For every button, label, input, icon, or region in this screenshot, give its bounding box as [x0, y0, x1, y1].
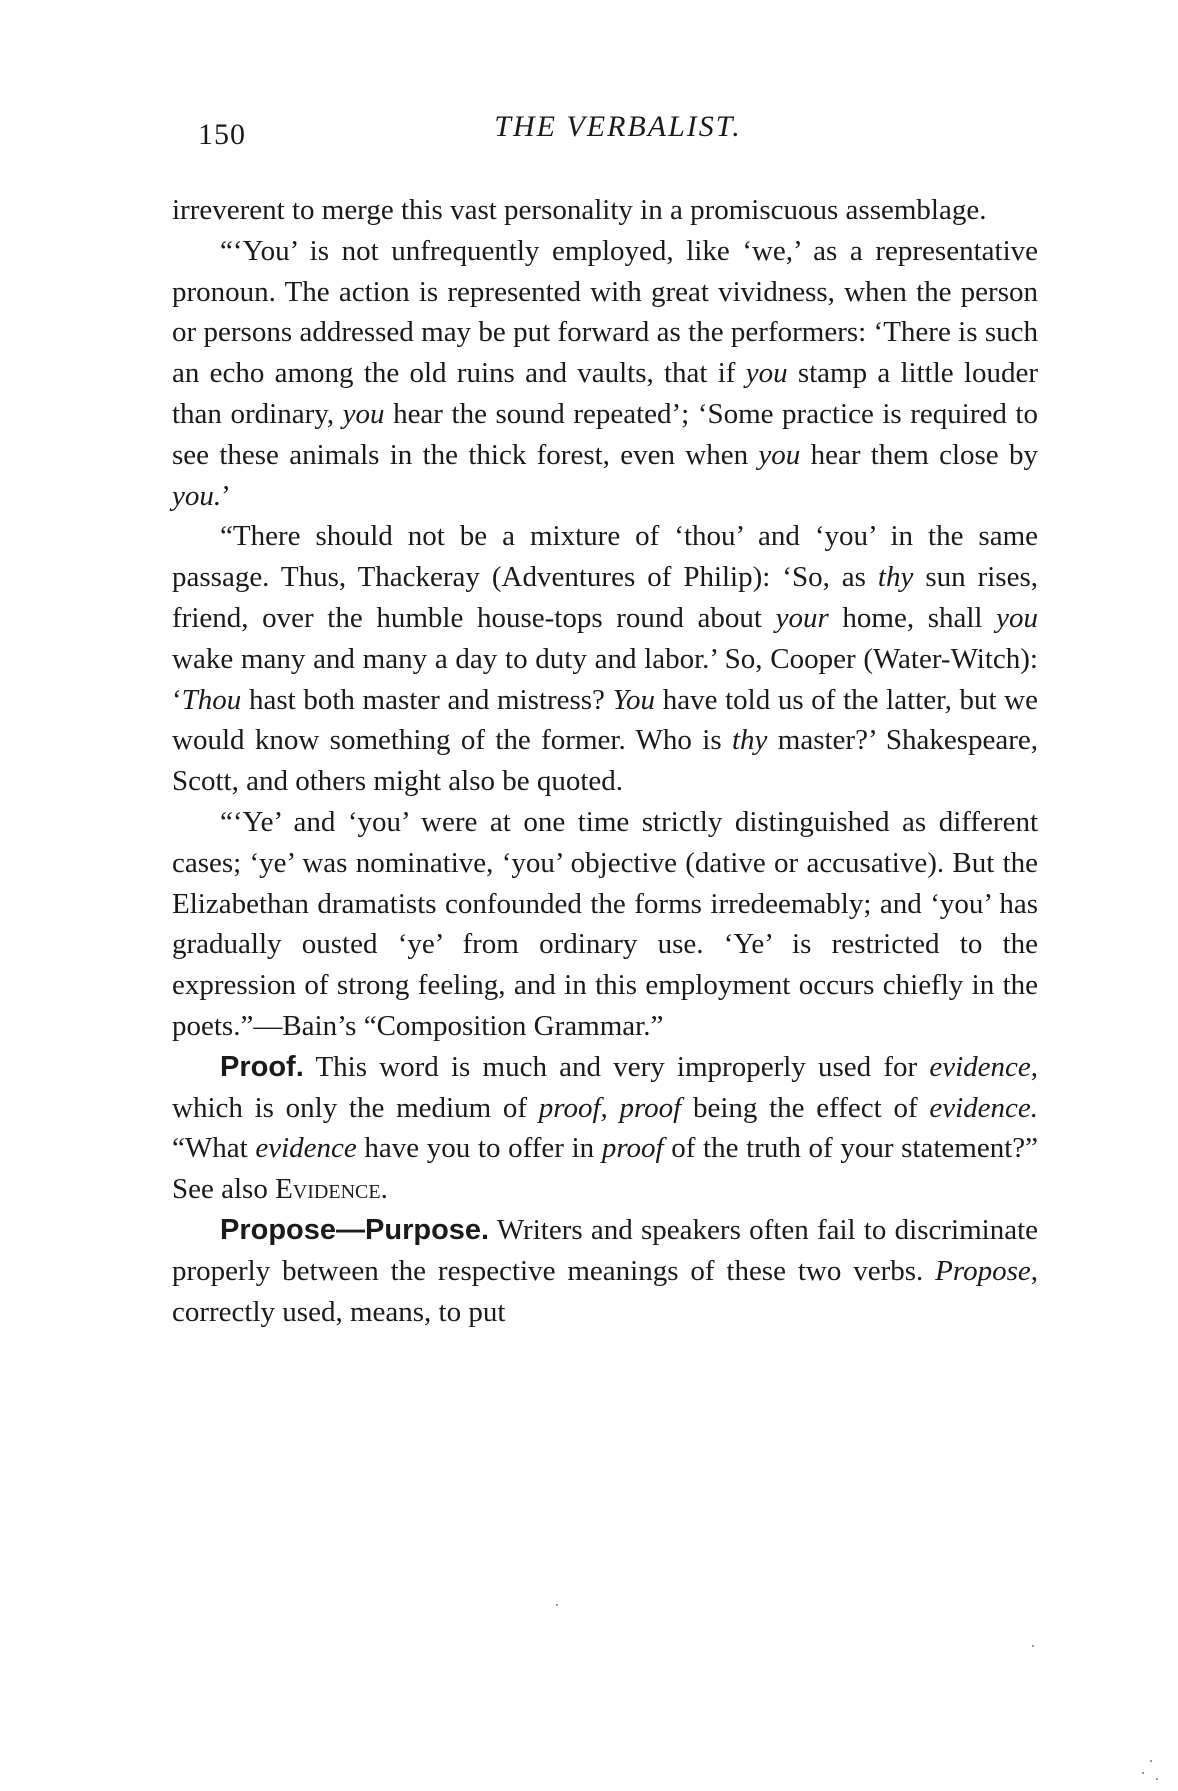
text-run: hear the sound repeated’; ‘Some practice is required to see these animals in the thick forest, even when [172, 397, 1038, 471]
text-run: This word is much and very improperly used for [303, 1050, 930, 1083]
entry-term: Proof. [220, 1050, 304, 1083]
text-run: “‘You’ is not unfrequently employed, like ‘we,’ as a representative pronoun. The action is represented with great vividness, when the person or persons addressed may be put forward as the performers: ‘There is such an echo among the old ruins and vaults, that if [172, 234, 1038, 390]
cross-reference: Evidence. [275, 1173, 388, 1206]
text-run: stamp a little louder than ordinary, [172, 357, 1038, 430]
italic-emphasis: evidence [255, 1132, 357, 1165]
text-run: hear them close by [800, 438, 1038, 471]
italic-emphasis: proof [601, 1132, 664, 1165]
text-run: of the truth of your statement?” See also [172, 1132, 1039, 1206]
text-run: , which is only the medium of [172, 1050, 1038, 1124]
text-run: home, shall [828, 601, 997, 634]
italic-emphasis: your [775, 601, 829, 634]
italic-emphasis: you [996, 601, 1039, 634]
paper-speck [556, 1604, 558, 1606]
paragraph-you-representative-pronoun [172, 231, 1038, 517]
italic-emphasis: Propose [935, 1254, 1031, 1287]
italic-emphasis: proof, proof [538, 1091, 682, 1124]
italic-emphasis: evidence [929, 1050, 1031, 1083]
italic-emphasis: Thou [181, 683, 242, 716]
text-run: Writers and speakers often fail to discriminate properly between the respective meanings of these two verbs. [172, 1213, 1038, 1287]
italic-emphasis: you [745, 357, 788, 390]
text-run: wake many and many a day to duty and labor.’ So, Cooper (Water-Witch): ‘ [172, 642, 1038, 716]
text-run: sun rises, friend, over the humble house-tops round about [172, 561, 1038, 634]
text-run: “There should not be a mixture of ‘thou’ and ‘you’ in the same passage. Thus, Thackeray (Adventures of Philip): ‘So, as [172, 520, 1038, 594]
text-run: “What [172, 1132, 256, 1165]
italic-emphasis: you [342, 397, 385, 430]
page-number: 150 [198, 118, 246, 151]
italic-emphasis: evidence. [929, 1091, 1038, 1124]
text-run: have told us of the latter, but we would know something of the former. Who is [172, 683, 1038, 757]
text-run: irreverent to merge this vast personality in a promiscuous assemblage. [172, 194, 987, 226]
entry-proof [172, 1047, 1038, 1210]
body-text [172, 190, 1038, 1332]
paper-speck [1032, 1645, 1034, 1647]
italic-emphasis: you [758, 438, 801, 471]
paragraph-continuation [172, 190, 1038, 231]
paragraph-ye-you-cases [172, 802, 1038, 1047]
italic-emphasis: thy [877, 561, 914, 594]
paragraph-thou-you-mixture [172, 516, 1038, 802]
paper-speck [1142, 1772, 1144, 1774]
paper-speck [1156, 1778, 1158, 1780]
running-title: THE VERBALIST. [494, 110, 742, 143]
text-run: , correctly used, means, to put [172, 1254, 1038, 1328]
text-run: hast both master and mistress? [241, 683, 613, 716]
text-run: “‘Ye’ and ‘you’ were at one time strictly distinguished as different cases; ‘ye’ was nominative, ‘you’ objective (dative or accusative). But the Elizabethan dramatists confounded the forms irredeemably; and ‘you’ has gradually ousted ‘ye’ from ordinary use. ‘Ye’ is restricted to the expression of strong feeling, and in this employment occurs chiefly in the poets.”—Bain’s “Composition Grammar.” [172, 805, 1038, 1042]
paper-speck [1150, 1760, 1152, 1762]
italic-emphasis: thy [731, 724, 768, 757]
entry-propose-purpose [172, 1210, 1038, 1332]
italic-emphasis: you. [172, 479, 222, 512]
text-run: have you to offer in [356, 1132, 602, 1165]
italic-emphasis: You [612, 683, 656, 716]
page-header [198, 110, 1038, 160]
text-run: master?’ Shakespeare, Scott, and others might also be quoted. [172, 724, 1038, 798]
text-run: being the effect of [681, 1091, 930, 1124]
entry-term: Propose—Purpose. [220, 1213, 490, 1246]
text-run: ’ [221, 479, 231, 512]
